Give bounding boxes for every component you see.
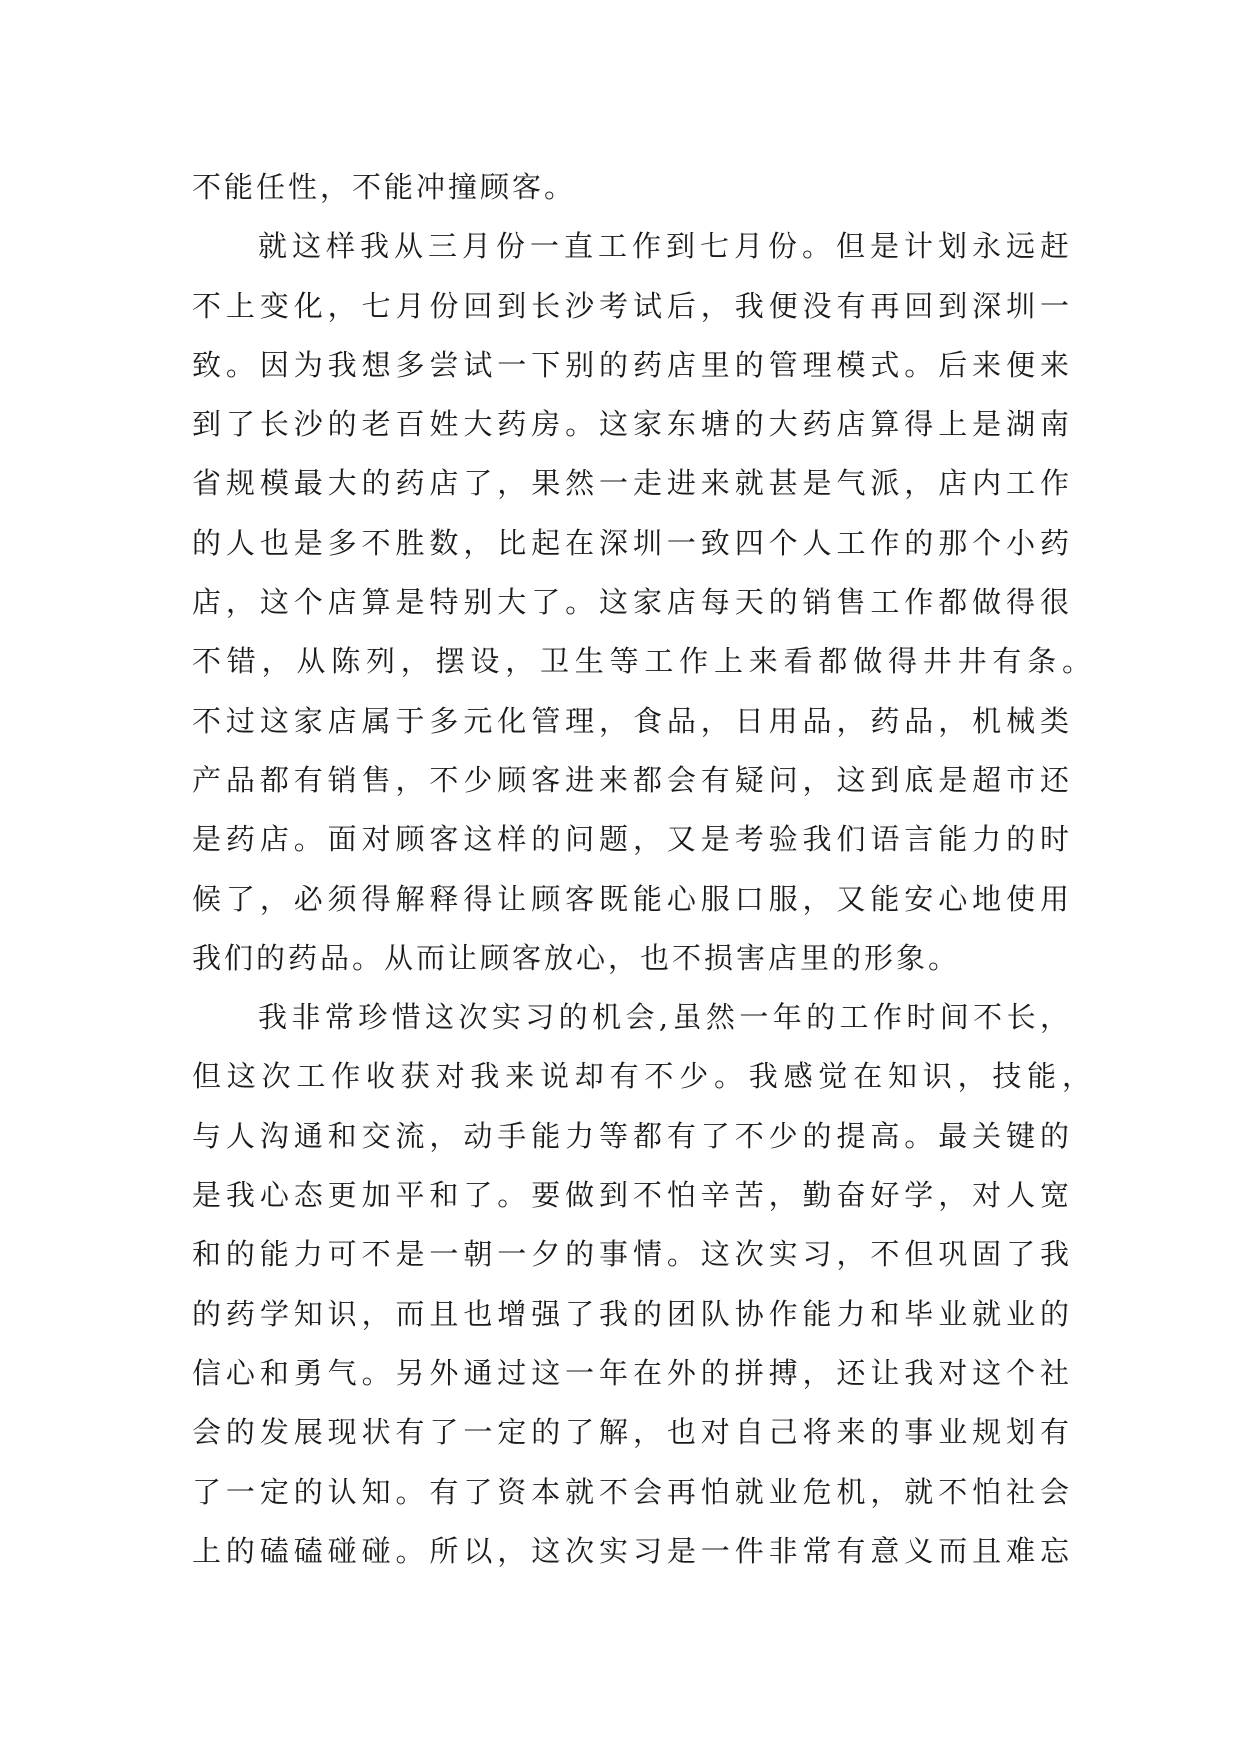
text-line: 信心和勇气。另外通过这一年在外的拼搏，还让我对这个社 (192, 1355, 1072, 1390)
body-text (192, 158, 1094, 1581)
text-line: 和的能力可不是一朝一夕的事情。这次实习，不但巩固了我 (192, 1237, 1072, 1272)
text-line: 店，这个店算是特别大了。这家店每天的销售工作都做得很 (192, 585, 1072, 620)
text-line: 到了长沙的老百姓大药房。这家东塘的大药店算得上是湖南 (192, 407, 1072, 442)
text-line: 我们的药品。从而让顾客放心，也不损害店里的形象。 (192, 940, 961, 975)
text-line: 省规模最大的药店了，果然一走进来就甚是气派，店内工作 (192, 466, 1072, 501)
text-line: 是药店。面对顾客这样的问题，又是考验我们语言能力的时 (192, 822, 1072, 857)
text-line: 了一定的认知。有了资本就不会再怕就业危机，就不怕社会 (192, 1474, 1072, 1509)
paragraph-first-line: 我非常珍惜这次实习的机会,虽然一年的工作时间不长， (258, 1000, 1072, 1035)
text-line: 与人沟通和交流，动手能力等都有了不少的提高。最关键的 (192, 1118, 1072, 1153)
text-line: 不上变化，七月份回到长沙考试后，我便没有再回到深圳一 (192, 288, 1072, 323)
text-line: 的人也是多不胜数，比起在深圳一致四个人工作的那个小药 (192, 525, 1072, 560)
text-line: 上的磕磕碰碰。所以，这次实习是一件非常有意义而且难忘 (192, 1533, 1072, 1568)
text-line: 是我心态更加平和了。要做到不怕辛苦，勤奋好学，对人宽 (192, 1178, 1072, 1213)
paragraph-first-line: 就这样我从三月份一直工作到七月份。但是计划永远赶 (258, 229, 1072, 264)
text-line: 会的发展现状有了一定的了解，也对自己将来的事业规划有 (192, 1415, 1072, 1450)
text-line: 致。因为我想多尝试一下别的药店里的管理模式。后来便来 (192, 347, 1072, 382)
text-line: 不错，从陈列，摆设，卫生等工作上来看都做得井井有条。 (192, 644, 1094, 679)
text-line: 不能任性，不能冲撞顾客。 (192, 170, 577, 204)
text-line: 不过这家店属于多元化管理，食品，日用品，药品，机械类 (192, 703, 1072, 738)
text-line: 产品都有销售，不少顾客进来都会有疑问，这到底是超市还 (192, 762, 1072, 797)
text-line: 但这次工作收获对我来说却有不少。我感觉在知识，技能， (192, 1059, 1094, 1094)
text-line: 候了，必须得解释得让顾客既能心服口服，又能安心地使用 (192, 881, 1072, 916)
text-line: 的药学知识，而且也增强了我的团队协作能力和毕业就业的 (192, 1296, 1072, 1331)
